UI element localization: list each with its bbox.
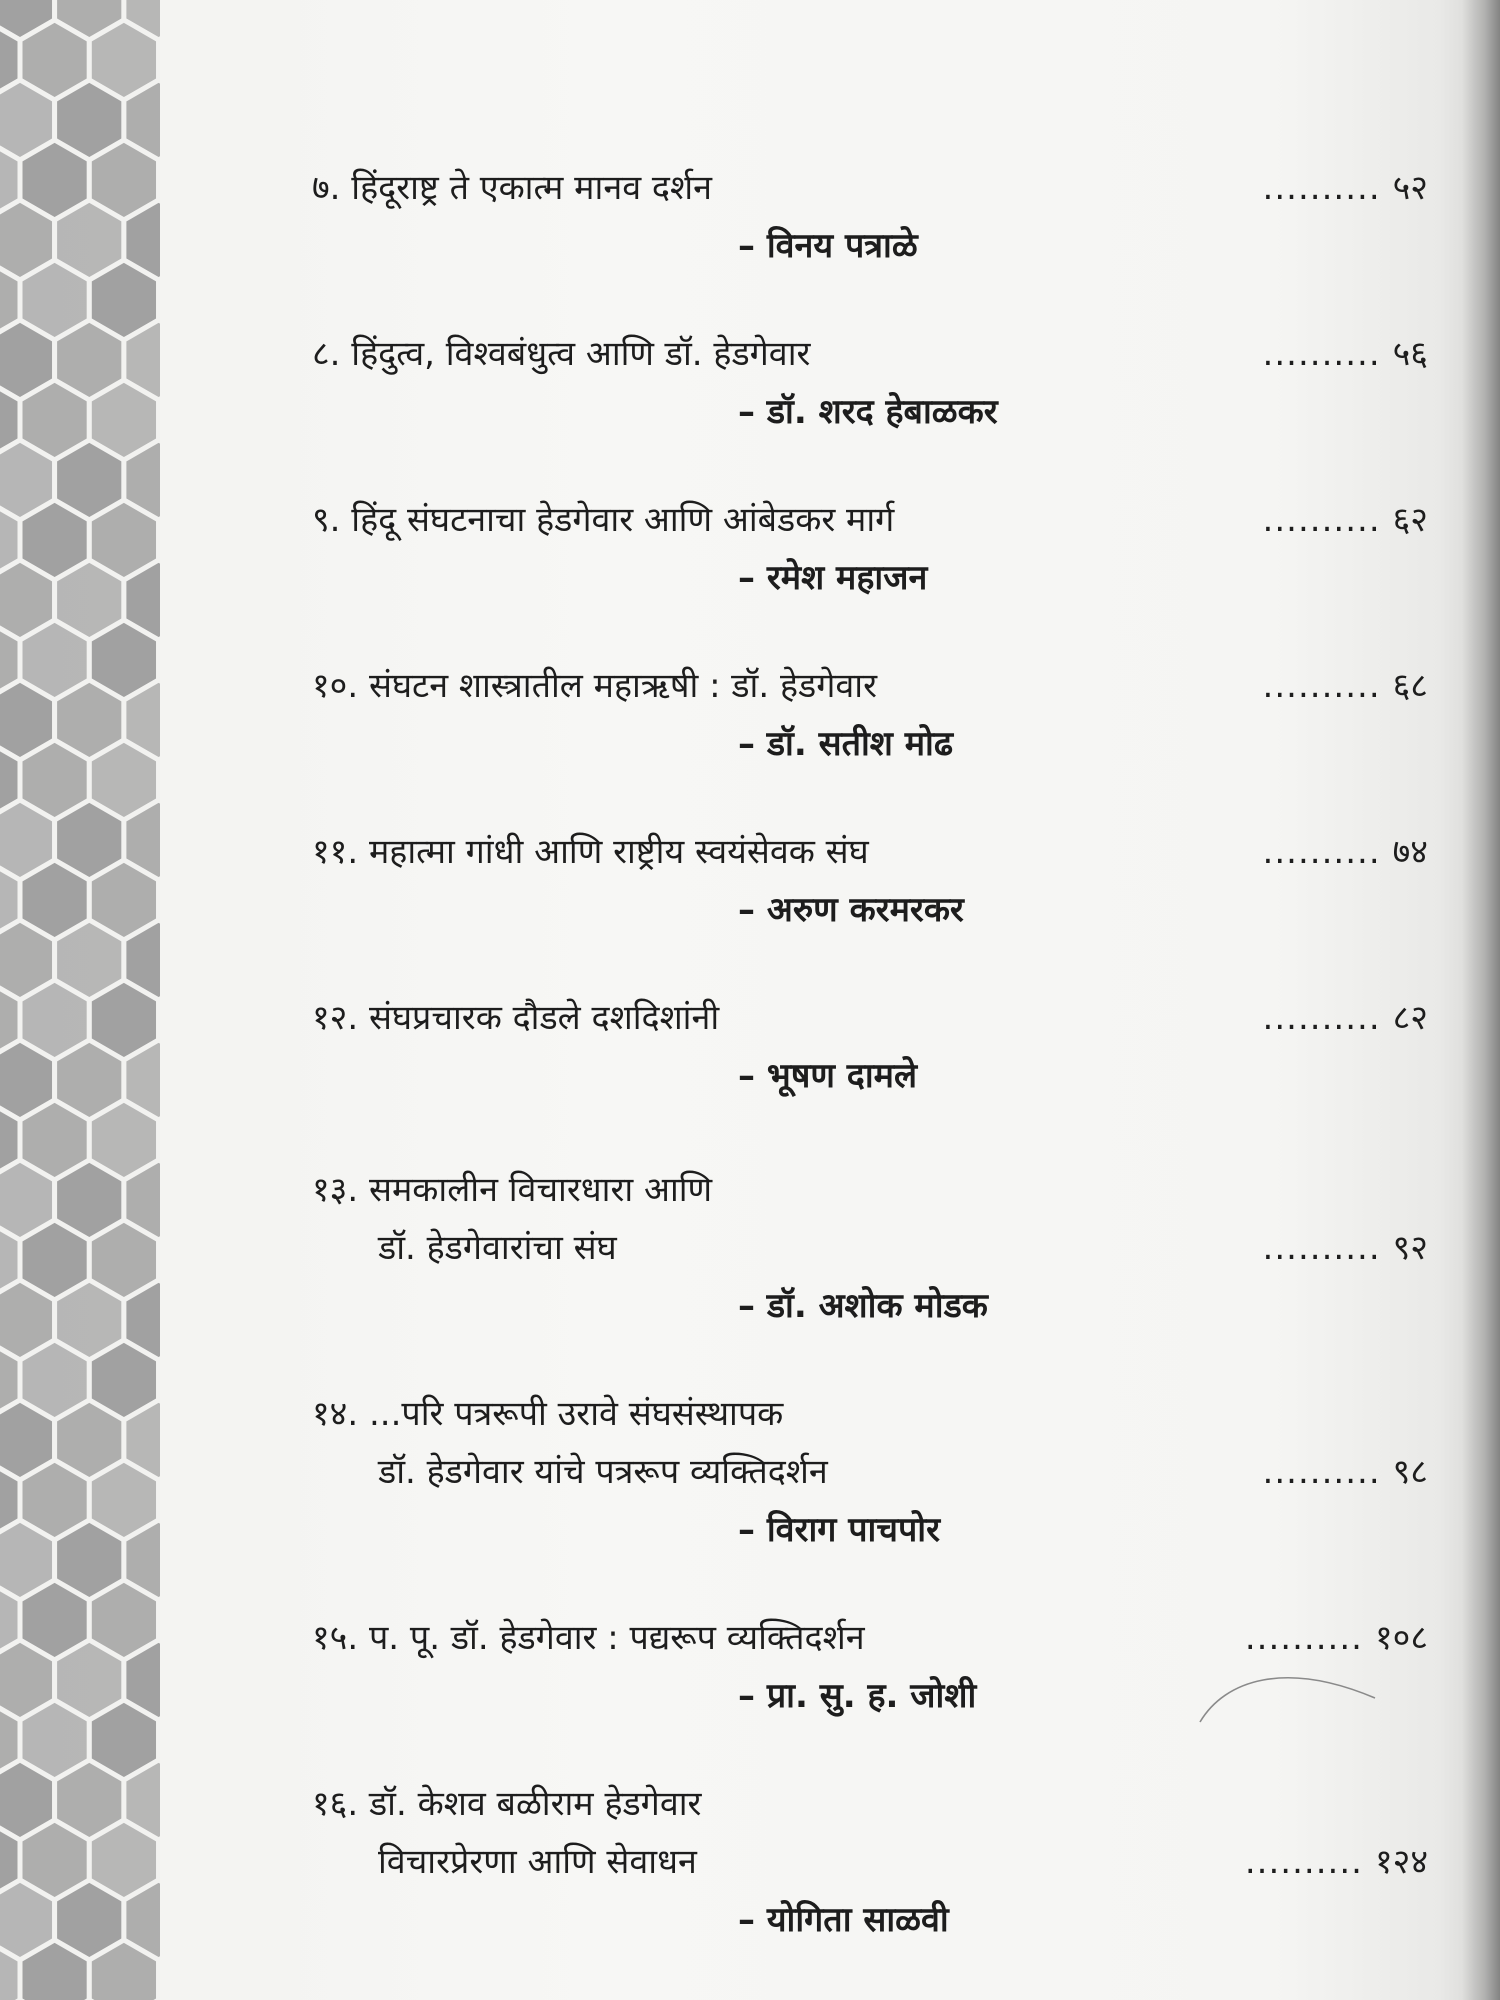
toc-entry-page [1263,830,1428,874]
toc-entry-page [1263,1450,1428,1494]
page-number: ७४ [1392,832,1428,872]
toc-entry-page [1263,664,1428,708]
dot-leader: .......... [1244,1618,1363,1658]
toc-entry-title: ११. महात्मा गांधी आणि राष्ट्रीय स्वयंसेवक संघ [312,832,869,872]
toc-entry-author: – अरुण करमरकर [738,890,964,930]
dot-leader: .......... [1262,832,1381,872]
dot-leader: .......... [1244,1842,1363,1882]
page-number: ६२ [1392,500,1428,540]
toc-entry-author: – विराग पाचपोर [738,1510,940,1550]
toc-entry-page [1263,498,1428,542]
toc-entry-title-continued: विचारप्रेरणा आणि सेवाधन [378,1842,697,1882]
toc-entry-title: १५. प. पू. डॉ. हेडगेवार : पद्यरूप व्यक्तिदर्शन [312,1618,865,1658]
dot-leader: .......... [1262,168,1381,208]
toc-entry-author: – विनय पत्राळे [738,226,918,266]
toc-entry-title: १०. संघटन शास्त्रातील महाऋषी : डॉ. हेडगेवार [312,666,877,706]
toc-entry-title-continued: डॉ. हेडगेवारांचा संघ [378,1228,617,1268]
dot-leader: .......... [1262,1228,1381,1268]
toc-entry-author: – प्रा. सु. ह. जोशी [738,1676,977,1716]
dot-leader: .......... [1262,1452,1381,1492]
page-number: १०८ [1374,1618,1428,1658]
toc-entry-page [1245,1616,1428,1660]
toc-entry-title: १३. समकालीन विचारधारा आणि [312,1170,713,1210]
dot-leader: .......... [1262,334,1381,374]
toc-entry-title-continued: डॉ. हेडगेवार यांचे पत्ररूप व्यक्तिदर्शन [378,1452,828,1492]
toc-entry-page [1245,1840,1428,1884]
page-number: ६८ [1392,666,1428,706]
toc-entry-page [1263,1226,1428,1270]
toc-entry-author: – भूषण दामले [738,1056,918,1096]
dot-leader: .......... [1262,500,1381,540]
toc-entry-title: १२. संघप्रचारक दौडले दशदिशांनी [312,998,720,1038]
page-number: ९२ [1392,1228,1428,1268]
toc-entry-page [1263,996,1428,1040]
page-number: ५६ [1392,334,1428,374]
toc-entry-page [1263,332,1428,376]
toc-entry-title: १६. डॉ. केशव बळीराम हेडगेवार [312,1784,702,1824]
toc-entry-page [1263,166,1428,210]
page-number: ५२ [1392,168,1428,208]
page-number: ९८ [1392,1452,1428,1492]
toc-entry-author: – योगिता साळवी [738,1900,949,1940]
page-number: १२४ [1374,1842,1428,1882]
dot-leader: .......... [1262,666,1381,706]
toc-entry-title: ७. हिंदूराष्ट्र ते एकात्म मानव दर्शन [312,168,712,208]
toc-entry-author: – डॉ. सतीश मोढ [738,724,953,764]
toc-entry-author: – डॉ. शरद हेबाळकर [738,392,998,432]
page-number: ८२ [1392,998,1428,1038]
toc-entry-author: – रमेश महाजन [738,558,928,598]
toc-entry-title: ८. हिंदुत्व, विश्वबंधुत्व आणि डॉ. हेडगेवार [312,334,811,374]
toc-entry-title: ९. हिंदू संघटनाचा हेडगेवार आणि आंबेडकर मार्ग [312,500,895,540]
toc-entry-title: १४. ...परि पत्ररूपी उरावे संघसंस्थापक [312,1394,784,1434]
toc-entry-author: – डॉ. अशोक मोडक [738,1286,988,1326]
pencil-mark [1195,1660,1385,1730]
dot-leader: .......... [1262,998,1381,1038]
